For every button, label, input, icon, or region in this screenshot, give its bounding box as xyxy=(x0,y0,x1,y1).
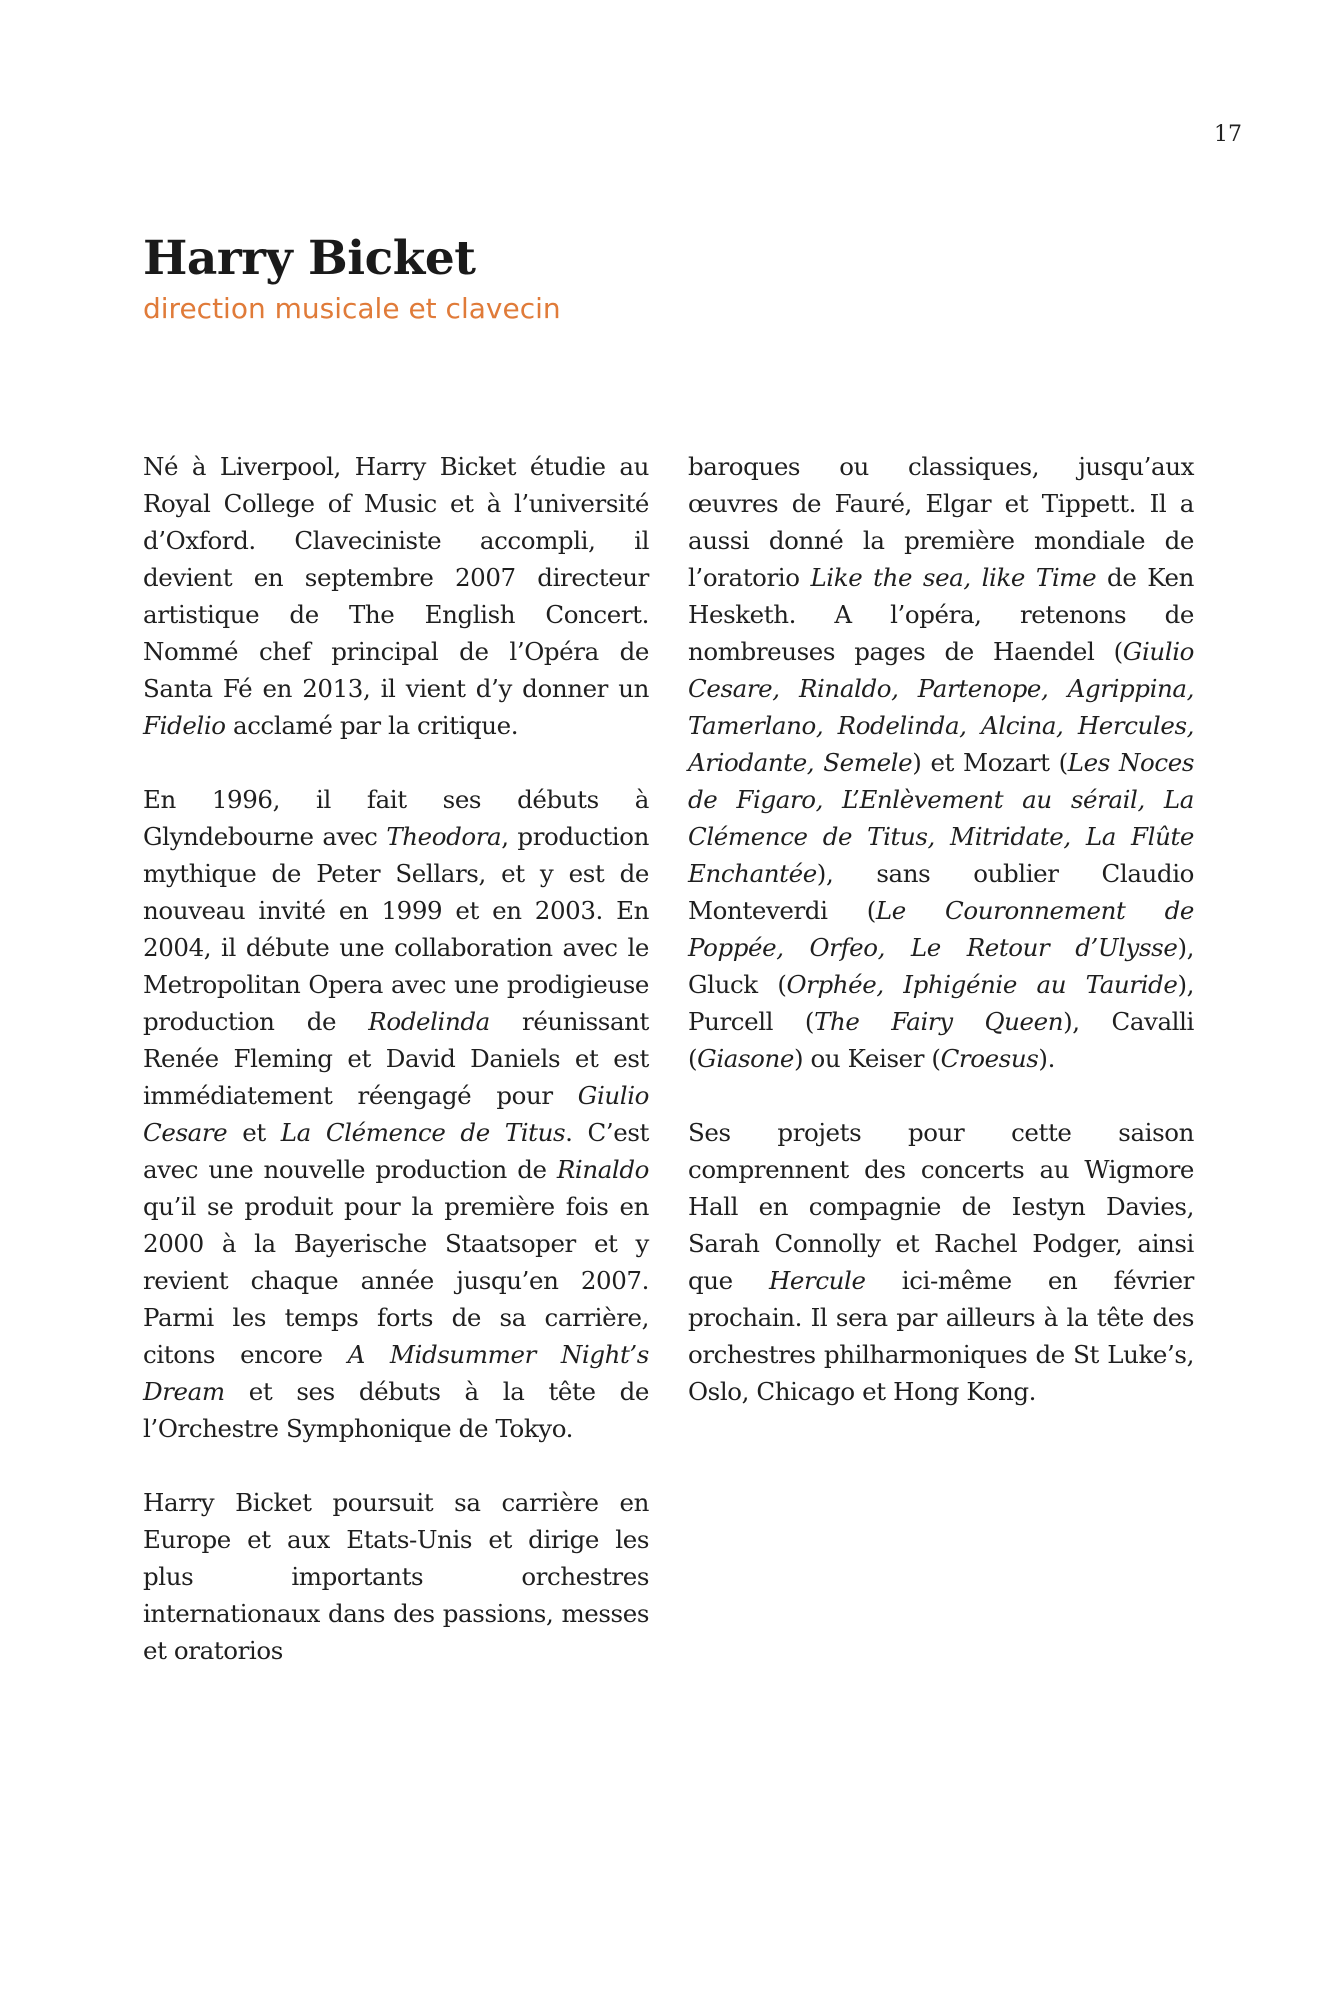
italic-title: Fidelio xyxy=(143,711,226,740)
text-run: et xyxy=(227,1118,281,1147)
page-subtitle: direction musicale et clavecin xyxy=(143,292,561,326)
text-run: acclamé par la critique. xyxy=(225,711,519,740)
text-run: Né à Liverpool, Harry Bicket étudie au Royal College of Music et à l’université d’Oxford. Claveciniste accompli, il devient en septembre 2007 directeur artistique de The English Concert. Nommé chef principal de l’Opéra de Santa Fé en 2013, il vient d’y donner un xyxy=(143,452,649,703)
italic-title: Giasone xyxy=(697,1044,794,1073)
text-run: réunissant Renée Fleming et David Daniels et est immédiatement réengagé pour xyxy=(143,1007,649,1110)
left-column xyxy=(143,448,649,1669)
text-run: de Ken Hesketh. A l’opéra, retenons de nombreuses pages de Haendel ( xyxy=(688,563,1194,666)
text-run: Ses projets pour cette saison comprennent des concerts au Wigmore Hall en compagnie de Iestyn Davies, Sarah Connolly et Rachel Podger, ainsi que xyxy=(688,1118,1194,1295)
text-run: ), Purcell ( xyxy=(688,970,1194,1036)
text-run: ici-même en février prochain. Il sera par ailleurs à la tête des orchestres philharmoniques de St Luke’s, Oslo, Chicago et Hong Kong. xyxy=(688,1266,1194,1406)
right-column xyxy=(688,448,1194,1410)
italic-title: Orphée, Iphigénie au Tauride xyxy=(786,970,1178,999)
text-run: ), sans oublier Claudio Monteverdi ( xyxy=(688,859,1194,925)
text-run: et ses débuts à la tête de l’Orchestre Symphonique de Tokyo. xyxy=(143,1377,649,1443)
italic-title: Croesus xyxy=(940,1044,1039,1073)
text-run: baroques ou classiques, jusqu’aux œuvres de Fauré, Elgar et Tippett. Il a aussi donné la première mondiale de l’oratorio xyxy=(688,452,1194,592)
paragraph xyxy=(688,1114,1194,1410)
italic-title: Le Couronnement de Poppée, Orfeo, Le Retour d’Ulysse xyxy=(688,896,1194,962)
article-heading xyxy=(143,232,561,325)
text-run: ) et Mozart ( xyxy=(912,748,1068,777)
text-run: . C’est avec une nouvelle production de xyxy=(143,1118,649,1184)
page-title: Harry Bicket xyxy=(143,231,476,286)
text-run: ). xyxy=(1038,1044,1055,1073)
italic-title: A Midsummer Night’s Dream xyxy=(143,1340,649,1406)
text-run: , production mythique de Peter Sellars, et y est de nouveau invité en 1999 et en 2003. En 2004, il débute une collaboration avec le Metropolitan Opera avec une prodigieuse production de xyxy=(143,822,649,1036)
italic-title: La Clémence de Titus xyxy=(280,1118,566,1147)
italic-title: Theodora xyxy=(386,822,502,851)
paragraph xyxy=(688,448,1194,1077)
italic-title: Rodelinda xyxy=(368,1007,490,1036)
paragraph xyxy=(143,448,649,744)
text-run: ), Cavalli ( xyxy=(688,1007,1194,1073)
italic-title: Giulio Cesare, Rinaldo, Partenope, Agrippina, Tamerlano, Rodelinda, Alcina, Hercules, Ariodante, Semele xyxy=(688,637,1194,777)
page-number: 17 xyxy=(1214,122,1242,147)
italic-title: Hercule xyxy=(768,1266,866,1295)
paragraph xyxy=(143,781,649,1447)
text-run: ) ou Keiser ( xyxy=(794,1044,941,1073)
italic-title: Les Noces de Figaro, L’Enlèvement au sérail, La Clémence de Titus, Mitridate, La Flûte Enchantée xyxy=(688,748,1194,888)
text-run: ), Gluck ( xyxy=(688,933,1194,999)
italic-title: Rinaldo xyxy=(556,1155,649,1184)
italic-title: The Fairy Queen xyxy=(814,1007,1064,1036)
text-run: En 1996, il fait ses débuts à Glyndebourne avec xyxy=(143,785,649,851)
paragraph xyxy=(143,1484,649,1669)
text-run: Harry Bicket poursuit sa carrière en Europe et aux Etats-Unis et dirige les plus importants orchestres internationaux dans des passions, messes et oratorios xyxy=(143,1488,649,1665)
italic-title: Like the sea, like Time xyxy=(810,563,1097,592)
italic-title: Giulio Cesare xyxy=(143,1081,649,1147)
text-run: qu’il se produit pour la première fois en 2000 à la Bayerische Staatsoper et y revient chaque année jusqu’en 2007. Parmi les temps forts de sa carrière, citons encore xyxy=(143,1192,649,1369)
